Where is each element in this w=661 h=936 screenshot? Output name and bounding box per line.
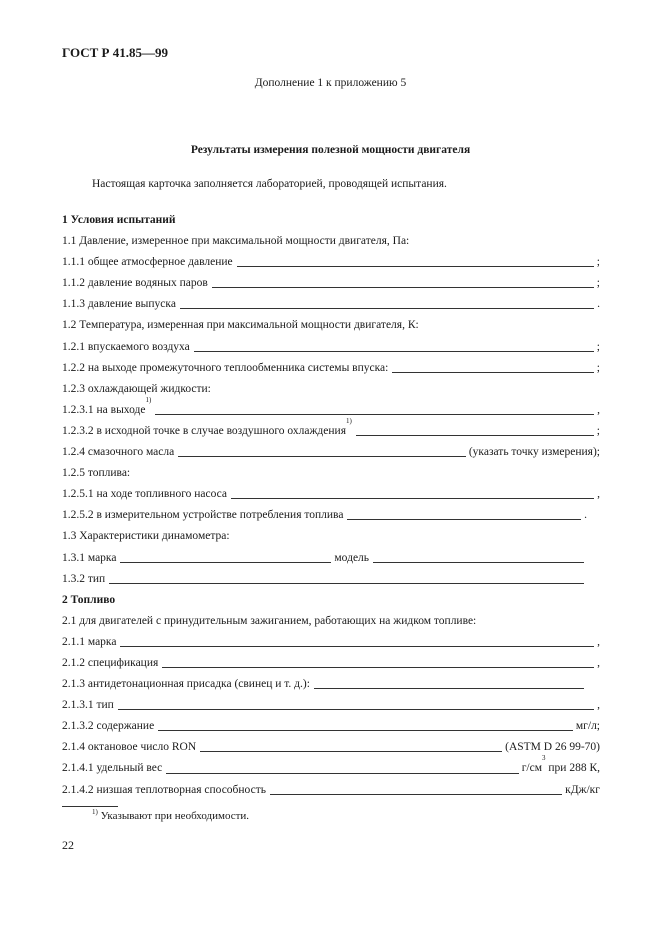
fill-in-blank[interactable] (120, 632, 594, 647)
fill-in-blank[interactable] (314, 674, 584, 689)
fill-in-blank[interactable] (392, 358, 593, 373)
form-line: 2.1.4.1 удельный вес г/см 3 при 288 К, (62, 754, 600, 775)
fill-in-blank[interactable] (231, 484, 594, 499)
form-line: 1.3.1 марка модель (62, 548, 587, 569)
fill-in-blank[interactable] (356, 421, 594, 436)
form-line: 1.2.3.2 в исходной точке в случае воздушного охлаждения 1) ; (62, 421, 600, 442)
footnote-ref: 1) (145, 395, 152, 404)
section-heading-2: 2 Топливо (62, 593, 116, 606)
form-line: 1.2.5.2 в измерительном устройстве потребления топлива . (62, 505, 587, 526)
fill-in-blank[interactable] (158, 716, 573, 731)
form-line: 1.2.4 смазочного масла (указать точку измерения); (62, 442, 600, 463)
form-line: 2.1.3.2 содержание мг/л; (62, 716, 600, 737)
fill-in-blank[interactable] (180, 294, 594, 309)
fill-in-blank[interactable] (200, 737, 502, 752)
form-line: 1.3.2 тип (62, 569, 587, 590)
fill-in-blank[interactable] (118, 695, 594, 710)
form-line: 2.1.4.2 низшая теплотворная способность кДж/кг (62, 780, 600, 801)
form-line: 1.1 Давление, измеренное при максимальной мощности двигателя, Па: (62, 235, 410, 248)
form-line: 2.1.3.1 тип , (62, 695, 600, 716)
form-line: 1.2.3.1 на выходе 1) , (62, 400, 600, 421)
fill-in-blank[interactable] (162, 653, 594, 668)
fill-in-blank[interactable] (270, 780, 562, 795)
fill-in-blank[interactable] (109, 569, 584, 584)
footnote: $^{1)}$ Указывают при необходимости. (92, 808, 250, 822)
supplement-note: Дополнение 1 к приложению 5 (254, 77, 407, 89)
form-line: 2.1.1 марка , (62, 632, 600, 653)
fill-in-blank[interactable] (373, 548, 584, 563)
fill-in-blank[interactable] (178, 442, 466, 457)
fill-in-blank[interactable] (166, 758, 518, 773)
fill-in-blank[interactable] (347, 505, 581, 520)
form-line: 2.1.3 антидетонационная присадка (свинец и т. д.): (62, 674, 587, 695)
form-line: 1.2 Температура, измеренная при максимальной мощности двигателя, К: (62, 319, 419, 332)
footnote-ref: 1) (346, 416, 352, 425)
form-line: 1.3 Характеристики динамометра: (62, 530, 230, 543)
form-line: 1.1.3 давление выпуска . (62, 294, 600, 315)
fill-in-blank[interactable] (237, 252, 594, 267)
standard-header: ГОСТ Р 41.85—99 (62, 45, 168, 60)
footnote-divider (62, 806, 118, 807)
form-line: 1.2.5.1 на ходе топливного насоса , (62, 484, 600, 505)
fill-in-blank[interactable] (120, 548, 331, 563)
form-line: 1.1.1 общее атмосферное давление ; (62, 252, 600, 273)
page-title: Результаты измерения полезной мощности двигателя (190, 144, 471, 156)
form-line: 1.2.1 впускаемого воздуха ; (62, 337, 600, 358)
form-line: 1.2.3 охлаждающей жидкости: (62, 382, 211, 395)
form-line: 1.2.2 на выходе промежуточного теплообменника системы впуска: ; (62, 358, 600, 379)
intro-paragraph: Настоящая карточка заполняется лабораторией, проводящей испытания. (92, 178, 447, 190)
form-lines (62, 210, 600, 801)
form-line: 1.2.5 топлива: (62, 467, 131, 480)
form-line: 2.1.2 спецификация , (62, 653, 600, 674)
fill-in-blank[interactable] (194, 337, 594, 352)
form-line: 2.1.4 октановое число RON (ASTM D 26 99-70) (62, 737, 600, 758)
page-number: 22 (62, 838, 74, 852)
section-heading-1: 1 Условия испытаний (62, 214, 176, 226)
fill-in-blank[interactable] (212, 273, 594, 288)
form-line: 1.1.2 давление водяных паров ; (62, 273, 600, 294)
form-line: 2.1 для двигателей с принудительным зажиганием, работающих на жидком топливе: (62, 614, 477, 627)
fill-in-blank[interactable] (155, 400, 594, 415)
